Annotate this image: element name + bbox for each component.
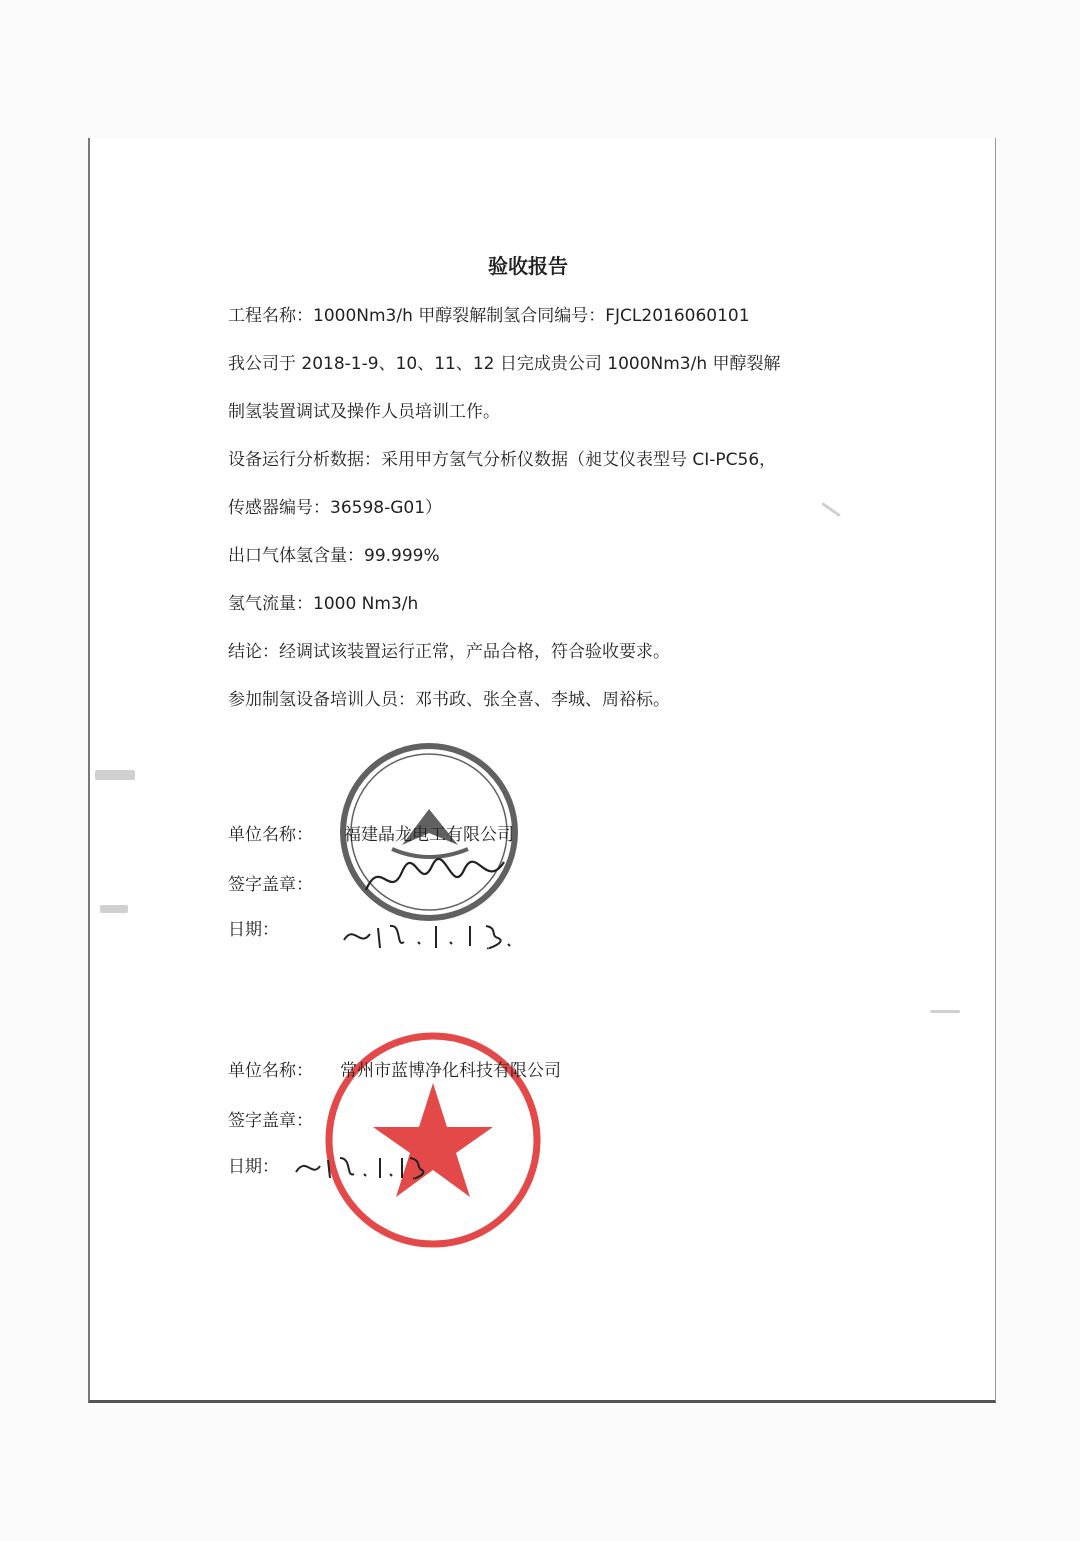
sensor-line: 传感器编号：36598-G01）	[228, 498, 443, 518]
handwritten-date-a	[338, 914, 518, 954]
analysis-line: 设备运行分析数据：采用甲方氢气分析仪数据（昶艾仪表型号 CI-PC56，	[228, 450, 777, 470]
scan-speck	[100, 905, 128, 913]
document-title: 验收报告	[488, 254, 568, 278]
unit-name-b: 常州市蓝博净化科技有限公司	[340, 1061, 561, 1081]
unit-label-b: 单位名称：	[228, 1061, 313, 1081]
unit-label-a: 单位名称：	[228, 825, 313, 845]
conclusion-line: 结论：经调试该装置运行正常，产品合格，符合验收要求。	[228, 642, 670, 662]
date-label-b: 日期：	[228, 1157, 279, 1177]
scan-speck	[930, 1010, 960, 1013]
project-line: 工程名称：1000Nm3/h 甲醇裂解制氢合同编号：FJCL2016060101	[228, 306, 750, 326]
sign-label-b: 签字盖章：	[228, 1111, 313, 1131]
hydrogen-content-line: 出口气体氢含量：99.999%	[228, 546, 440, 566]
scan-speck	[95, 770, 135, 780]
date-label-a: 日期：	[228, 920, 279, 940]
handwritten-signature-a	[360, 852, 510, 902]
sign-label-a: 签字盖章：	[228, 875, 313, 895]
handwritten-date-b	[290, 1148, 430, 1184]
hydrogen-flow-line: 氢气流量：1000 Nm3/h	[228, 594, 419, 614]
trainees-line: 参加制氢设备培训人员：邓书政、张全喜、李城、周裕标。	[228, 690, 670, 710]
unit-name-a: 福建晶龙电工有限公司	[344, 825, 514, 845]
completion-line-2: 制氢装置调试及操作人员培训工作。	[228, 402, 500, 422]
completion-line: 我公司于 2018-1-9、10、11、12 日完成贵公司 1000Nm3/h 甲醇裂解	[228, 354, 781, 374]
